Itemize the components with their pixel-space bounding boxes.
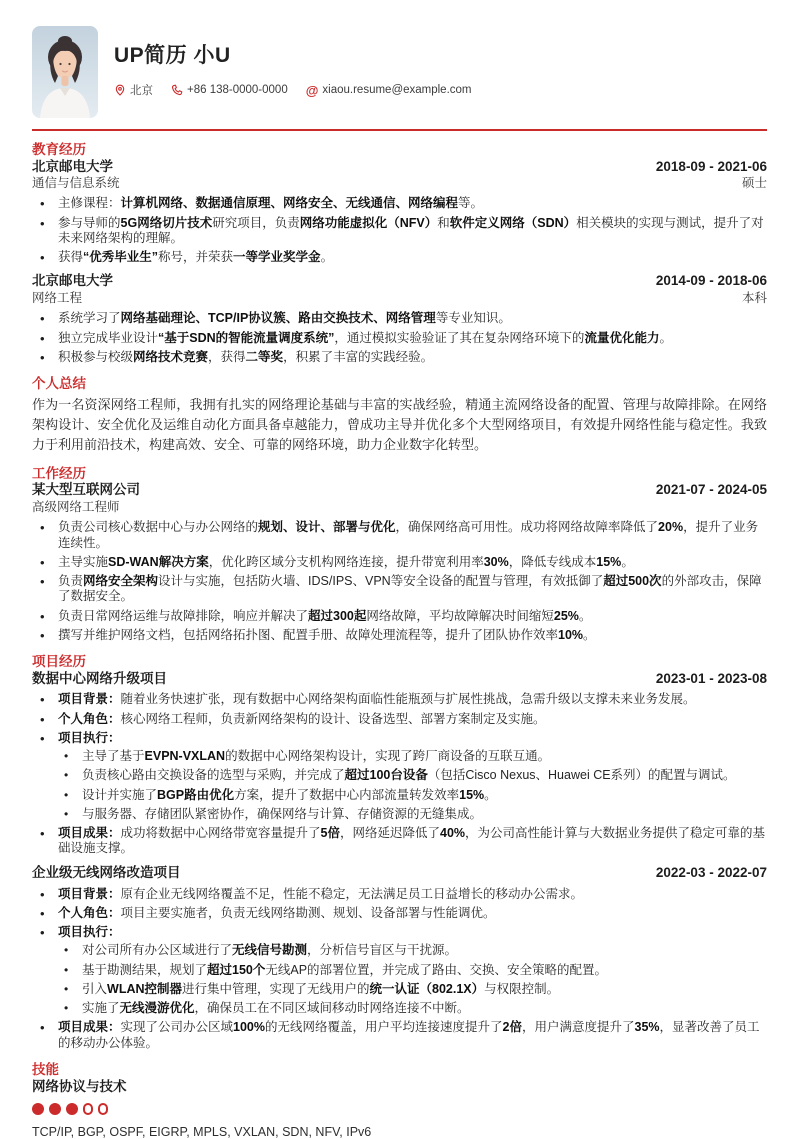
entry-date: 2023-01 - 2023-08 xyxy=(655,670,767,686)
project-result: • 项目成果：成功将数据中心网络带宽容量提升了5倍，网络延迟降低了40%，为公司高性能计算与大数据业务提供了稳定可靠的基础设施支撑。 xyxy=(32,826,767,857)
location-text: 北京 xyxy=(130,85,153,97)
section-work xyxy=(32,466,767,643)
major: 网络工程 xyxy=(32,291,83,306)
header-divider xyxy=(32,129,767,131)
job-title: 高级网络工程师 xyxy=(32,500,120,515)
entry-date: 2022-03 - 2022-07 xyxy=(655,864,767,880)
section-title-skills: 技能 xyxy=(32,1061,59,1077)
contact-email xyxy=(306,84,472,97)
sub-bullet-item: • 与服务器、存储团队紧密协作，确保网络与计算、存储资源的无缝集成。 xyxy=(58,807,767,822)
project-role: • 个人角色：项目主要实施者，负责无线网络勘测、规划、设备部署与性能调优。 xyxy=(32,906,767,921)
phone-text: +86 138-0000-0000 xyxy=(187,84,288,96)
location-pin-icon xyxy=(114,84,126,96)
bullet-item: • 参与导师的5G网络切片技术研究项目，负责网络功能虚拟化（NFV）和软件定义网络（SDN）相关模块的实现与测试，提升了对未来网络架构的理解。 xyxy=(32,216,767,247)
bullet-item: • 负责公司核心数据中心与办公网络的规划、设计、部署与优化，确保网络高可用性。成功将网络故障率降低了20%，提升了业务连续性。 xyxy=(32,520,767,551)
sub-bullet-item: • 负责核心路由交换设备的选型与采购，并完成了超过100台设备（包括Cisco Nexus、Huawei CE系列）的配置与调试。 xyxy=(58,768,767,783)
education-entry xyxy=(32,273,767,365)
bullet-item: • 撰写并维护网络文档，包括网络拓扑图、配置手册、故障处理流程等，提升了团队协作效率10%。 xyxy=(32,628,767,643)
skill-dot-empty-icon xyxy=(98,1103,108,1115)
section-title-projects: 项目经历 xyxy=(32,654,86,670)
bullet-item: • 独立完成毕业设计“基于SDN的智能流量调度系统”，通过模拟实验验证了其在复杂网络环境下的流量优化能力。 xyxy=(32,331,767,346)
project-result: • 项目成果：实现了公司办公区域100%的无线网络覆盖，用户平均连接速度提升了2倍，用户满意度提升了35%，显著改善了员工的移动办公体验。 xyxy=(32,1020,767,1051)
skill-dot-filled-icon xyxy=(49,1103,61,1115)
skill-group xyxy=(32,1079,767,1139)
section-skills xyxy=(32,1062,767,1139)
section-title-education: 教育经历 xyxy=(32,142,86,157)
skill-dot-filled-icon xyxy=(66,1103,78,1115)
section-education xyxy=(32,142,767,365)
summary-paragraph: 作为一名资深网络工程师，我拥有扎实的网络理论基础与丰富的实战经验，精通主流网络设备的配置、管理与故障排除。在网络架构设计、安全优化及运维自动化方面具备卓越能力，曾成功主导并优化多个大型网络项目，有效提升网络性能与稳定性。我致力于利用前沿技术，构建高效、安全、可靠的网络环境，助力企业数字化转型。 xyxy=(32,396,767,452)
section-projects xyxy=(32,654,767,1051)
skill-level-dots xyxy=(32,1102,767,1115)
work-entry xyxy=(32,482,767,643)
bullet-item: • 积极参与校级网络技术竞赛，获得二等奖，积累了丰富的实践经验。 xyxy=(32,350,767,365)
section-summary xyxy=(32,376,767,455)
project-name: 数据中心网络升级项目 xyxy=(32,670,167,686)
header-info xyxy=(114,26,472,98)
contact-location xyxy=(114,82,153,98)
skill-items-list: TCP/IP, BGP, OSPF, EIGRP, MPLS, VXLAN, SDN, NFV, IPv6 xyxy=(32,1125,372,1139)
profile-photo xyxy=(32,26,98,118)
entry-date: 2018-09 - 2021-06 xyxy=(655,158,767,174)
degree: 硕士 xyxy=(741,176,767,191)
profile-photo-illustration xyxy=(32,26,98,118)
bullet-item: • 主修课程：计算机网络、数据通信原理、网络安全、无线通信、网络编程等。 xyxy=(32,196,767,211)
email-at-icon: @ xyxy=(305,82,319,98)
entry-date: 2014-09 - 2018-06 xyxy=(655,273,767,289)
skill-dot-empty-icon xyxy=(83,1103,93,1115)
bullet-item: • 系统学习了网络基础理论、TCP/IP协议簇、路由交换技术、网络管理等专业知识。 xyxy=(32,311,767,326)
sub-bullet-item: • 实施了无线漫游优化，确保员工在不同区域间移动时网络连接不中断。 xyxy=(58,1001,767,1016)
school-name: 北京邮电大学 xyxy=(32,158,113,174)
contact-row xyxy=(114,82,472,98)
phone-icon xyxy=(171,84,183,96)
section-title-work: 工作经历 xyxy=(32,465,86,481)
project-execution: • 项目执行： • 主导了基于EVPN-VXLAN的数据中心网络架构设计，实现了跨厂商设备的互联互通。 • 负责核心路由交换设备的选型与采购，并完成了超过100台设备（包括Cisco Nexus、Huawei CE系列）的配置与调试。 • 设计并实施了BGP路由优化方案，提升了数据中心内部流量转发效率15%。 • 与服务器、存储团队紧密协作，确保网络与计算、存储资源的无缝集成。 xyxy=(32,731,767,822)
resume-header xyxy=(32,26,767,118)
project-entry xyxy=(32,671,767,857)
bullet-item: • 主导实施SD-WAN解决方案，优化跨区域分支机构网络连接，提升带宽利用率30%，降低专线成本15%。 xyxy=(32,555,767,570)
degree: 本科 xyxy=(741,291,767,306)
school-name: 北京邮电大学 xyxy=(32,273,113,289)
candidate-name: UP简历 小U xyxy=(114,44,231,67)
project-name: 企业级无线网络改造项目 xyxy=(32,864,181,880)
bullet-item: • 负责网络安全架构设计与实施，包括防火墙、IDS/IPS、VPN等安全设备的配置与管理，有效抵御了超过500次的外部攻击，保障了数据安全。 xyxy=(32,574,767,605)
section-title-summary: 个人总结 xyxy=(32,376,86,392)
project-background: • 项目背景：原有企业无线网络覆盖不足，性能不稳定，无法满足员工日益增长的移动办公需求。 xyxy=(32,887,767,902)
bullet-item: • 获得“优秀毕业生”称号，并荣获一等学业奖学金。 xyxy=(32,250,767,265)
sub-bullet-item: • 主导了基于EVPN-VXLAN的数据中心网络架构设计，实现了跨厂商设备的互联互通。 xyxy=(58,749,767,764)
entry-date: 2021-07 - 2024-05 xyxy=(655,482,767,498)
project-execution: • 项目执行： • 对公司所有办公区域进行了无线信号勘测，分析信号盲区与干扰源。 • 基于勘测结果，规划了超过150个无线AP的部署位置，并完成了路由、交换、安全策略的配置。 • 引入WLAN控制器进行集中管理，实现了无线用户的统一认证（802.1X）与权限控制。 • 实施了无线漫游优化，确保员工在不同区域间移动时网络连接不中断。 xyxy=(32,925,767,1016)
bullet-item: • 负责日常网络运维与故障排除，响应并解决了超过300起网络故障，平均故障解决时间缩短25%。 xyxy=(32,609,767,624)
email-text: xiaou.resume@example.com xyxy=(322,84,472,96)
major: 通信与信息系统 xyxy=(32,176,120,191)
contact-phone xyxy=(171,84,288,96)
skill-category: 网络协议与技术 xyxy=(32,1079,127,1095)
project-role: • 个人角色：核心网络工程师，负责新网络架构的设计、设备选型、部署方案制定及实施。 xyxy=(32,712,767,727)
sub-bullet-item: • 引入WLAN控制器进行集中管理，实现了无线用户的统一认证（802.1X）与权限控制。 xyxy=(58,982,767,997)
sub-bullet-item: • 设计并实施了BGP路由优化方案，提升了数据中心内部流量转发效率15%。 xyxy=(58,788,767,803)
sub-bullet-item: • 基于勘测结果，规划了超过150个无线AP的部署位置，并完成了路由、交换、安全策略的配置。 xyxy=(58,963,767,978)
education-entry xyxy=(32,159,767,266)
skill-dot-filled-icon xyxy=(32,1103,44,1115)
company-name: 某大型互联网公司 xyxy=(32,482,140,498)
sub-bullet-item: • 对公司所有办公区域进行了无线信号勘测，分析信号盲区与干扰源。 xyxy=(58,943,767,958)
project-entry xyxy=(32,865,767,1051)
project-background: • 项目背景：随着业务快速扩张，现有数据中心网络架构面临性能瓶颈与扩展性挑战，急需升级以支撑未来业务发展。 xyxy=(32,692,767,707)
